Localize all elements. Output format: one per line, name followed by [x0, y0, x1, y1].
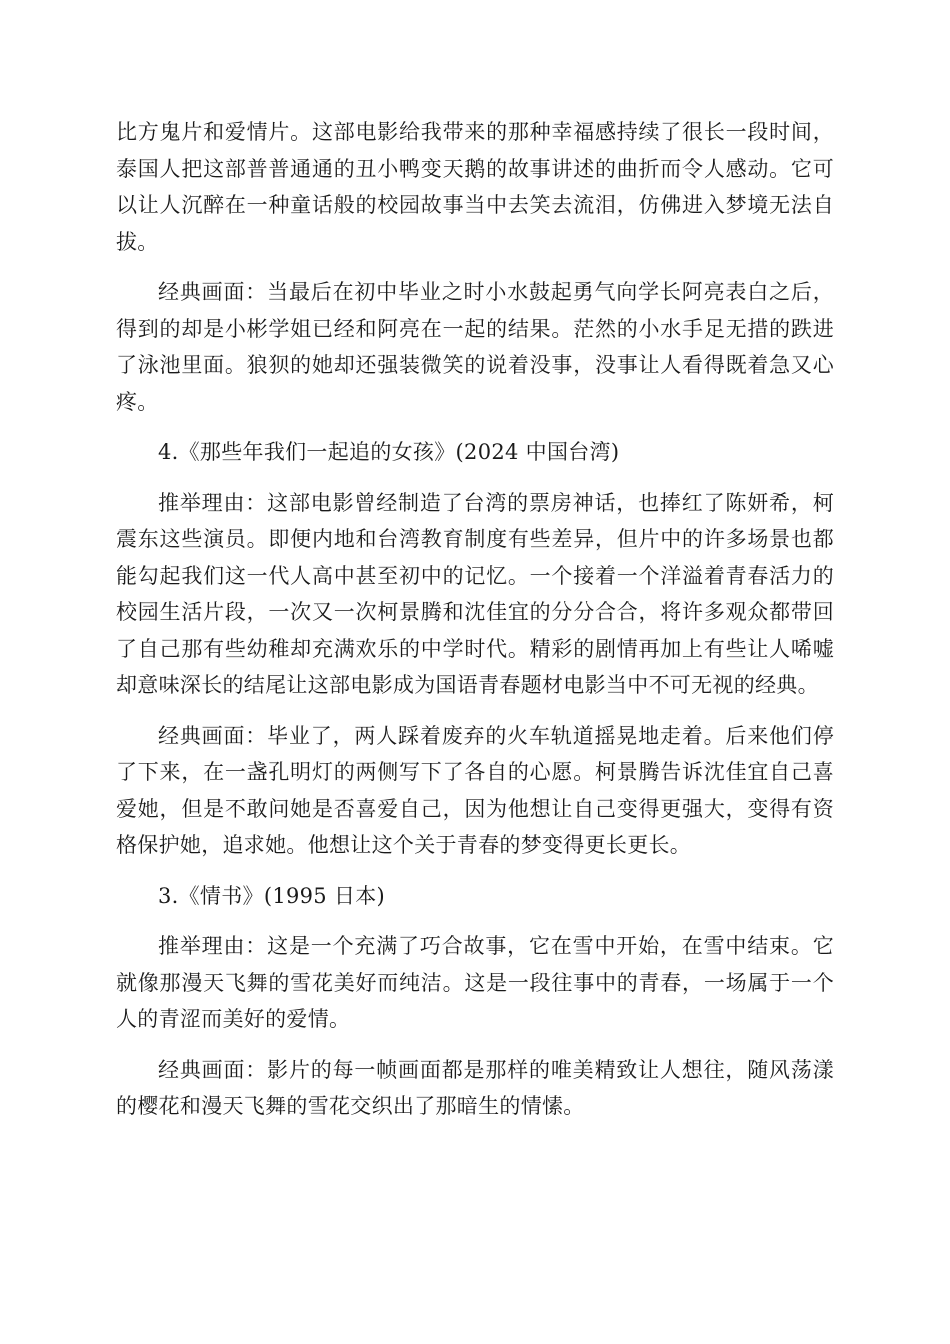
paragraph-reason-3: 推举理由：这是一个充满了巧合故事，它在雪中开始，在雪中结束。它就像那漫天飞舞的雪花美好而纯洁。这是一段往事中的青春，一场属于一个人的青涩而美好的爱情。 — [116, 934, 834, 1031]
heading-movie-3: 3.《情书》(1995 日本) — [158, 883, 386, 908]
paragraph-classic-scene-1: 经典画面：当最后在初中毕业之时小水鼓起勇气向学长阿亮表白之后，得到的却是小彬学姐已经和阿亮在一起的结果。茫然的小水手足无措的跌进了泳池里面。狼狈的她却还强装微笑的说着没事，没事让人看得既着急又心疼。 — [116, 280, 834, 414]
heading-movie-4: 4.《那些年我们一起追的女孩》(2024 中国台湾) — [158, 440, 620, 464]
paragraph-continuation: 比方鬼片和爱情片。这部电影给我带来的那种幸福感持续了很长一段时间，泰国人把这部普普通通的丑小鸭变天鹅的故事讲述的曲折而令人感动。它可以让人沉醉在一种童话般的校园故事当中去笑去流泪，仿佛进入梦境无法自拔。 — [116, 120, 834, 254]
paragraph-classic-scene-3: 经典画面：影片的每一帧画面都是那样的唯美精致让人想往，随风荡漾的樱花和漫天飞舞的雪花交织出了那暗生的情愫。 — [116, 1057, 834, 1118]
paragraph-reason-4: 推举理由：这部电影曾经制造了台湾的票房神话，也捧红了陈妍希，柯震东这些演员。即便内地和台湾教育制度有些差异，但片中的许多场景也都能勾起我们这一代人高中甚至初中的记忆。一个接着一个洋溢着青春活力的校园生活片段，一次又一次柯景腾和沈佳宜的分分合合，将许多观众都带回了自己那有些幼稚却充满欢乐的中学时代。精彩的剧情再加上有些让人唏嘘却意味深长的结尾让这部电影成为国语青春题材电影当中不可无视的经典。 — [116, 490, 834, 697]
paragraph-classic-scene-4: 经典画面：毕业了，两人踩着废弃的火车轨道摇晃地走着。后来他们停了下来，在一盏孔明灯的两侧写下了各自的心愿。柯景腾告诉沈佳宜自己喜爱她，但是不敢问她是否喜爱自己，因为他想让自己变得更强大，变得有资格保护她，追求她。他想让这个关于青春的梦变得更长更长。 — [116, 723, 834, 857]
document-body — [116, 114, 834, 1139]
